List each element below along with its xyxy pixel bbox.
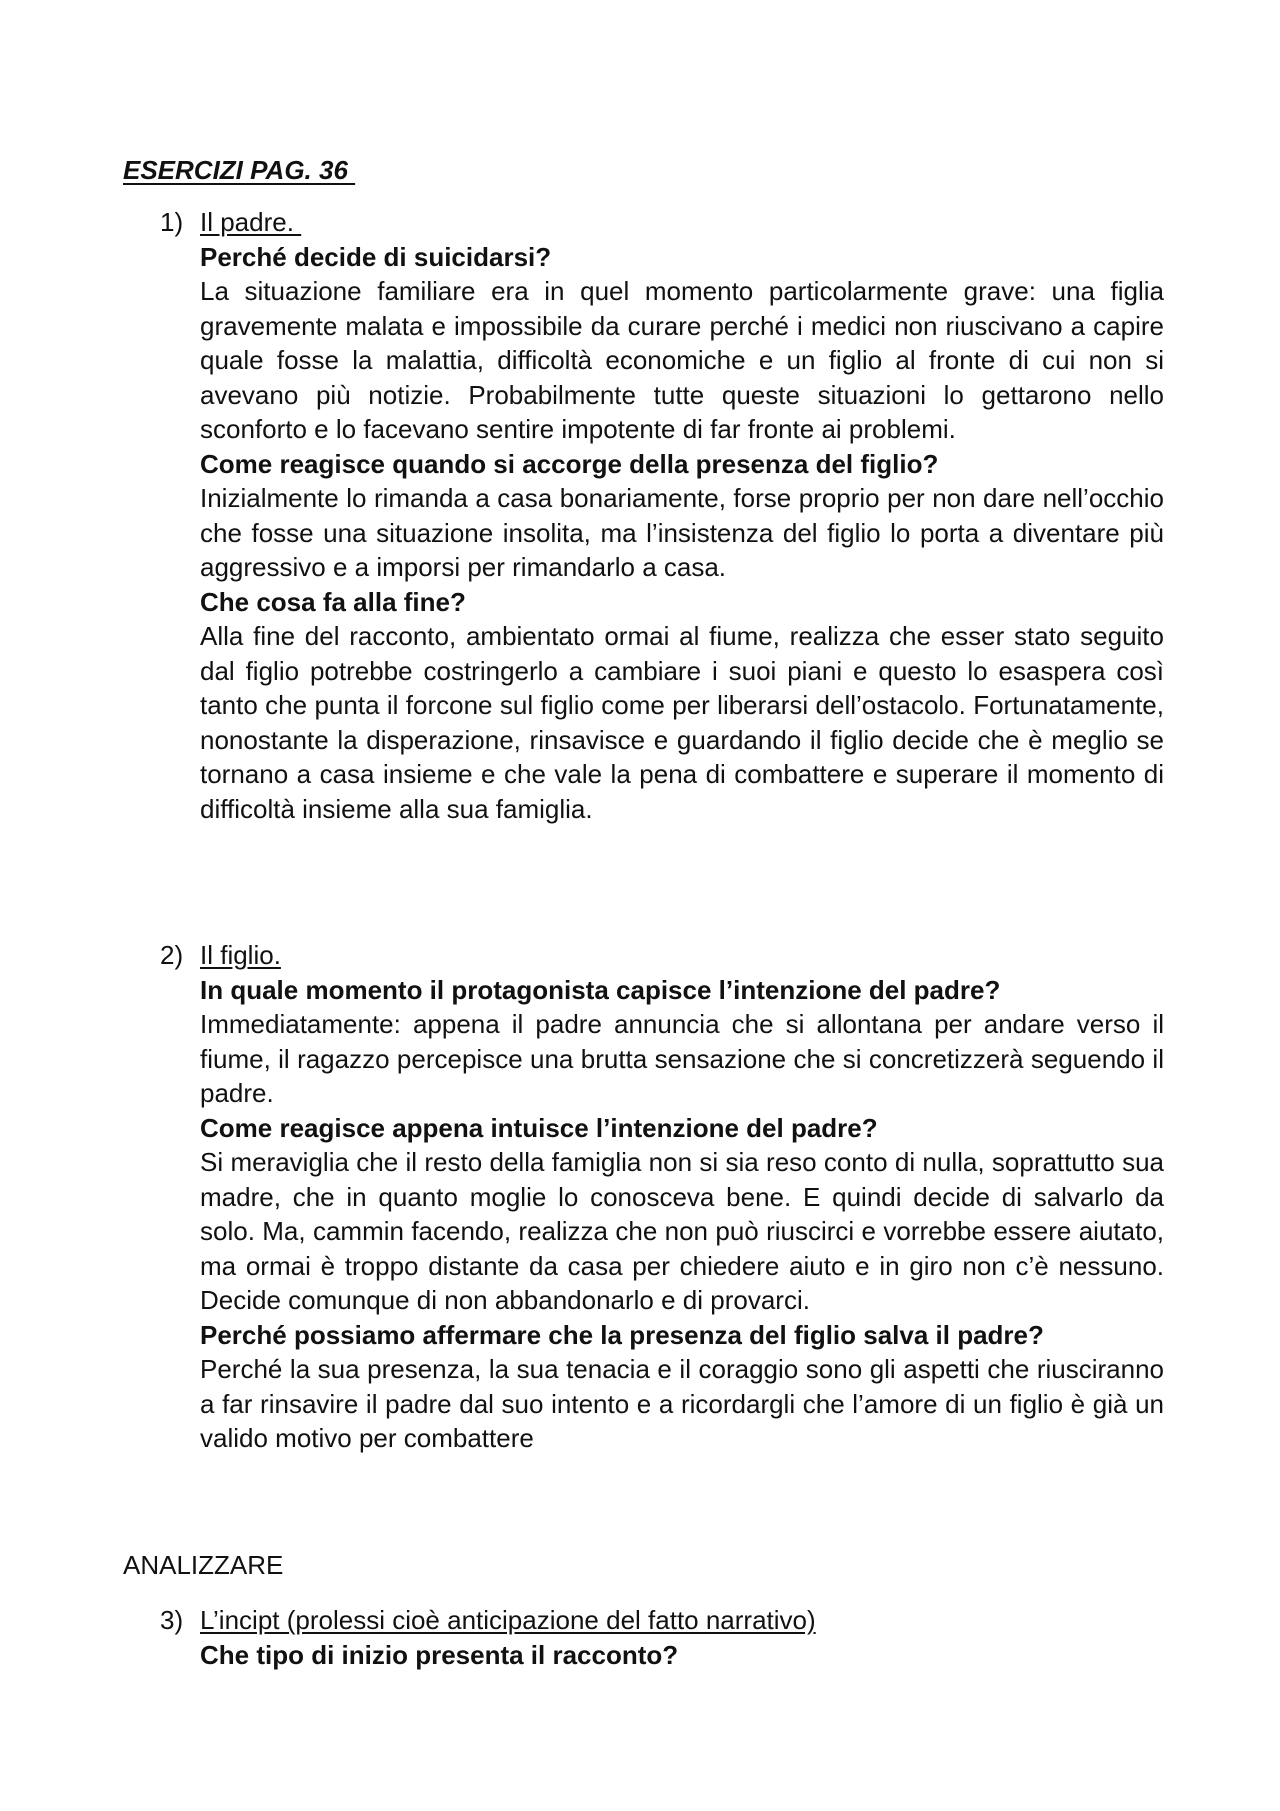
question: In quale momento il protagonista capisce l’intenzione del padre? (200, 974, 1001, 1005)
answer: Si meraviglia che il resto della famiglia non si sia reso conto di nulla, soprattutto sua madre, che in quanto moglie lo conosceva bene. E quindi decide di salvarlo da solo. Ma, cammin facendo, realizza che non può riuscirci e vorrebbe essere aiutato, ma ormai è troppo distante da casa per chiedere aiuto e in giro non c’è nessuno. Decide comunque di non abbandonarlo e di provarci. (200, 1147, 1164, 1315)
item-body (200, 938, 1164, 1456)
answer: Alla fine del racconto, ambientato ormai al fiume, realizza che esser stato seguito dal figlio potrebbe costringerlo a cambiare i suoi piani e questo lo esaspera così tanto che punta il forcone sul figlio come per liberarsi dell’ostacolo. Fortunatamente, nonostante la disperazione, rinsavisce e guardando il figlio decide che è meglio se tornano a casa insieme e che vale la pena di combattere e superare il momento di difficoltà insieme alla sua famiglia. (200, 621, 1164, 824)
answer: Inizialmente lo rimanda a casa bonariamente, forse proprio per non dare nell’occhio che fosse una situazione insolita, ma l’insistenza del figlio lo porta a diventare più aggressivo e a imporsi per rimandarlo a casa. (200, 483, 1164, 582)
question: Perché possiamo affermare che la presenza del figlio salva il padre? (200, 1319, 1044, 1350)
answer: La situazione familiare era in quel momento particolarmente grave: una figlia gravemente malata e impossibile da curare perché i medici non riuscivano a capire quale fosse la malattia, difficoltà economiche e un figlio al fronte di cui non si avevano più notizie. Probabilmente tutte queste situazioni lo gettarono nello sconforto e lo facevano sentire impotente di far fronte ai problemi. (200, 276, 1164, 444)
question: Che cosa fa alla fine? (200, 586, 466, 617)
question: Che tipo di inizio presenta il racconto? (200, 1639, 679, 1670)
item-topic: Il figlio. (200, 940, 281, 970)
answer: Immediatamente: appena il padre annuncia che si allontana per andare verso il fiume, il ragazzo percepisce una brutta sensazione che si concretizzerà seguendo il padre. (200, 1009, 1164, 1108)
item-topic: Il padre. (200, 207, 302, 237)
question: Come reagisce appena intuisce l’intenzione del padre? (200, 1112, 878, 1143)
item-topic: L’incipt (prolessi cioè anticipazione del fatto narrativo) (200, 1605, 816, 1635)
item-number: 1) (160, 207, 184, 237)
section-heading: ANALIZZARE (123, 1550, 284, 1580)
question: Perché decide di suicidarsi? (200, 241, 552, 272)
page-title: ESERCIZI PAG. 36 (123, 155, 356, 185)
answer: Perché la sua presenza, la sua tenacia e il coraggio sono gli aspetti che riusciranno a far rinsavire il padre dal suo intento e a ricordargli che l’amore di un figlio è già un valido motivo per combattere (200, 1354, 1164, 1453)
item-body (200, 1603, 1164, 1672)
item-body (200, 205, 1164, 826)
question: Come reagisce quando si accorge della presenza del figlio? (200, 448, 939, 479)
item-number: 3) (160, 1605, 184, 1635)
item-number: 2) (160, 940, 184, 970)
